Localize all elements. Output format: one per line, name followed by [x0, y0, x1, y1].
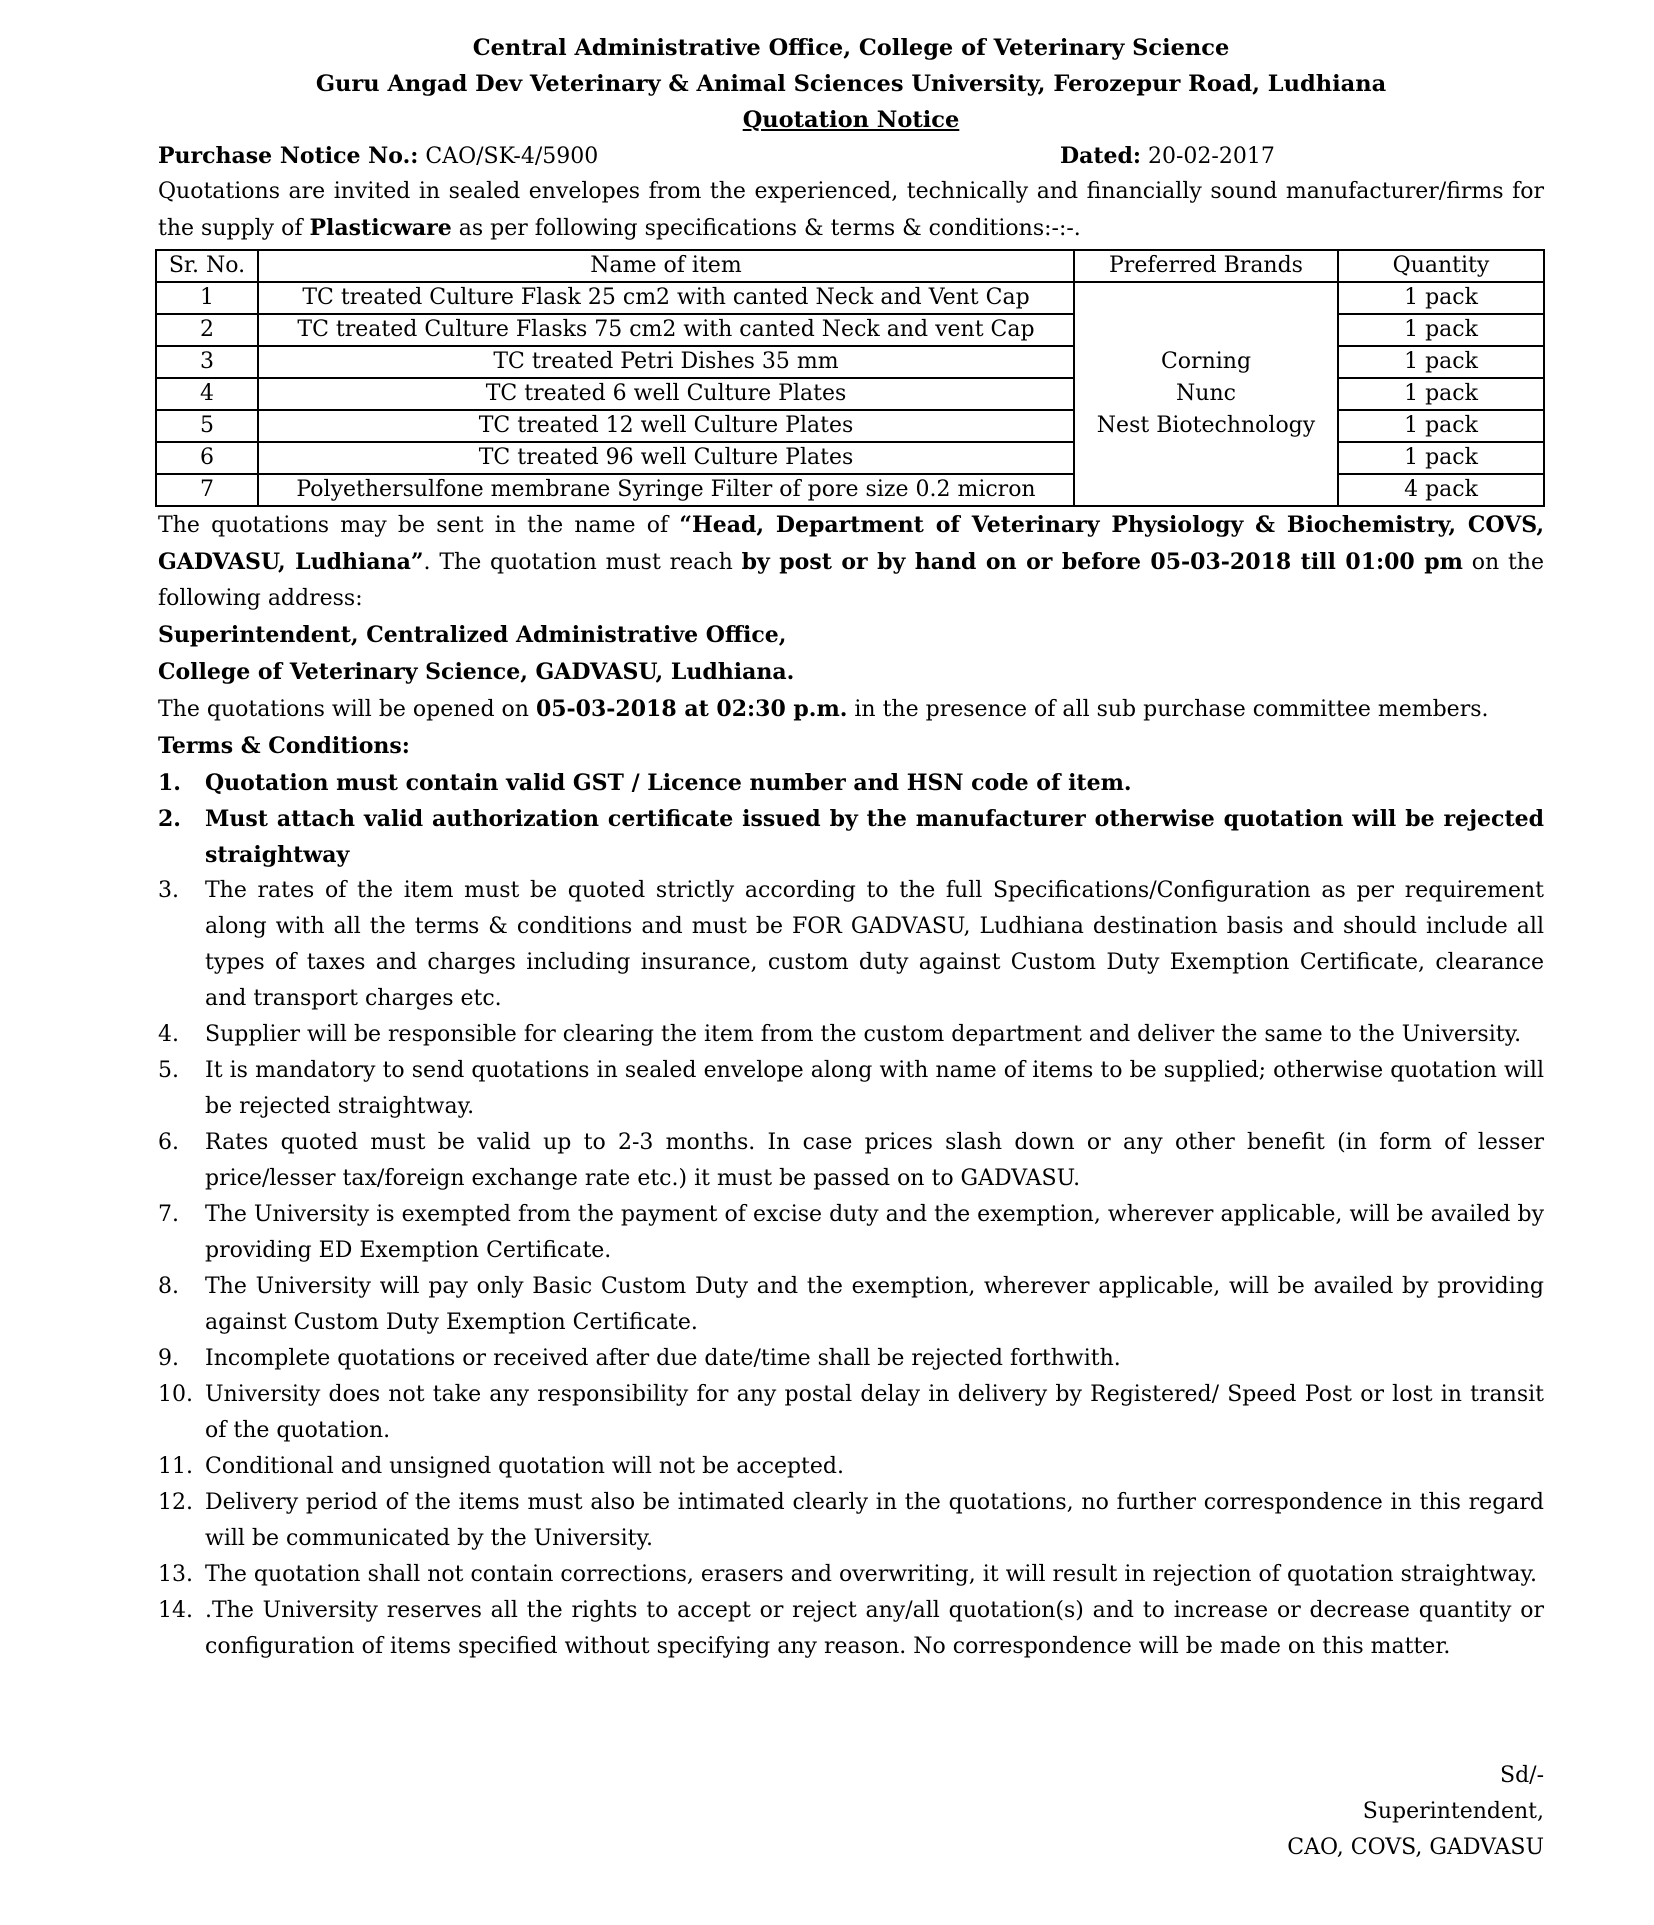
opening-paragraph	[158, 691, 1544, 728]
opening-text-before: The quotations will be opened on	[158, 697, 536, 722]
terms-heading-text: Terms & Conditions:	[158, 733, 410, 759]
signature-sd: Sd/-	[1500, 1763, 1544, 1788]
opening-text-after: in the presence of all sub purchase committee members.	[847, 697, 1489, 722]
brand-item: Nunc	[1176, 381, 1236, 406]
document-title-text: Quotation Notice	[742, 107, 960, 133]
address-line-2-text: College of Veterinary Science, GADVASU, Ludhiana.	[158, 659, 795, 685]
header-quantity: Quantity	[1338, 250, 1544, 282]
cell-item-name: TC treated 96 well Culture Plates	[258, 442, 1074, 474]
term-text: Incomplete quotations or received after due date/time shall be rejected forthwith.	[205, 1346, 1121, 1371]
address-line-1	[158, 617, 1544, 654]
cell-quantity: 1 pack	[1338, 314, 1544, 346]
notice-row	[158, 138, 1544, 174]
term-number: 7.	[158, 1202, 179, 1227]
cell-quantity: 1 pack	[1338, 442, 1544, 474]
term-number: 4.	[158, 1022, 179, 1047]
cell-sr: 3	[156, 346, 258, 378]
cell-quantity: 1 pack	[1338, 378, 1544, 410]
cell-item-name: TC treated Petri Dishes 35 mm	[258, 346, 1074, 378]
term-item	[158, 1125, 1544, 1197]
term-item	[158, 1197, 1544, 1269]
cell-sr: 5	[156, 410, 258, 442]
opening-date: 05-03-2018 at 02:30 p.m.	[535, 696, 848, 722]
term-item	[158, 1485, 1544, 1557]
cell-quantity: 1 pack	[1338, 282, 1544, 314]
term-text: The rates of the item must be quoted strictly according to the full Specifications/Configuration as per requirement along with all the terms & conditions and must be FOR GADVASU, Ludhiana destination basis and should include all types of taxes and charges including insurance, custom duty against Custom Duty Exemption Certificate, clearance and transport charges etc.	[205, 878, 1544, 1011]
notice-number-value: CAO/SK-4/5900	[418, 144, 599, 169]
signature-block	[1287, 1758, 1544, 1866]
term-item	[158, 1341, 1544, 1377]
signature-designation: Superintendent,	[1362, 1799, 1544, 1824]
term-item	[158, 1557, 1544, 1593]
notice-number	[158, 144, 598, 169]
term-item	[158, 801, 1544, 873]
term-text: The University will pay only Basic Custom Duty and the exemption, wherever applicable, will be availed by providing against Custom Duty Exemption Certificate.	[205, 1274, 1544, 1335]
cell-quantity: 4 pack	[1338, 474, 1544, 506]
submission-text-2: . The quotation must reach	[423, 550, 742, 575]
term-number: 1.	[158, 770, 181, 796]
cell-item-name: Polyethersulfone membrane Syringe Filter of pore size 0.2 micron	[258, 474, 1074, 506]
term-item	[158, 765, 1544, 801]
cell-item-name: TC treated Culture Flasks 75 cm2 with canted Neck and vent Cap	[258, 314, 1074, 346]
header-sr-no: Sr. No.	[156, 250, 258, 282]
submission-text-3: on the following address:	[158, 550, 1544, 611]
header-item-name: Name of item	[258, 250, 1074, 282]
term-number: 2.	[158, 806, 181, 832]
term-text: .The University reserves all the rights to accept or reject any/all quotation(s) and to increase or decrease quantity or configuration of items specified without specifying any reason. No correspondence will be made on this matter.	[205, 1598, 1544, 1659]
cell-sr: 6	[156, 442, 258, 474]
term-text: It is mandatory to send quotations in sealed envelope along with name of items to be supplied; otherwise quotation will be rejected straightway.	[205, 1058, 1544, 1119]
term-text: University does not take any responsibility for any postal delay in delivery by Registered/ Speed Post or lost in transit of the quotation.	[205, 1382, 1544, 1443]
term-number: 9.	[158, 1346, 179, 1371]
document-title	[128, 102, 1574, 138]
term-text: Quotation must contain valid GST / Licence number and HSN code of item.	[205, 770, 1132, 796]
notice-date-label: Dated:	[1060, 143, 1141, 169]
submission-addressee: “Head, Department of Veterinary Physiology & Biochemistry, COVS, GADVASU, Ludhiana”	[158, 512, 1544, 575]
term-item	[158, 1269, 1544, 1341]
term-number: 11.	[158, 1454, 193, 1479]
address-line-2	[158, 654, 1544, 691]
term-item	[158, 1449, 1544, 1485]
term-number: 13.	[158, 1562, 193, 1587]
header-line-2: Guru Angad Dev Veterinary & Animal Sciences University, Ferozepur Road, Ludhiana	[315, 71, 1387, 97]
signature-office: CAO, COVS, GADVASU	[1287, 1835, 1544, 1860]
address-line-1-text: Superintendent, Centralized Administrative Office,	[158, 622, 787, 648]
term-number: 5.	[158, 1058, 179, 1083]
cell-sr: 7	[156, 474, 258, 506]
cell-item-name: TC treated 6 well Culture Plates	[258, 378, 1074, 410]
brand-item: Nest Biotechnology	[1096, 413, 1316, 438]
term-item	[158, 1053, 1544, 1125]
term-number: 14.	[158, 1598, 193, 1623]
term-number: 10.	[158, 1382, 193, 1407]
term-item	[158, 1017, 1544, 1053]
cell-preferred-brands	[1074, 282, 1338, 506]
notice-date-value: 20-02-2017	[1141, 144, 1275, 169]
table-header-row	[156, 250, 1544, 282]
notice-date	[1060, 138, 1275, 175]
cell-quantity: 1 pack	[1338, 346, 1544, 378]
cell-sr: 4	[156, 378, 258, 410]
brand-item: Corning	[1160, 349, 1252, 374]
term-text: Must attach valid authorization certificate issued by the manufacturer otherwise quotation will be rejected straightway	[205, 806, 1544, 868]
term-text: The University is exempted from the payment of excise duty and the exemption, wherever applicable, will be availed by providing ED Exemption Certificate.	[205, 1202, 1544, 1263]
items-table	[155, 249, 1545, 507]
notice-number-label: Purchase Notice No.:	[158, 143, 419, 169]
cell-sr: 2	[156, 314, 258, 346]
cell-item-name: TC treated 12 well Culture Plates	[258, 410, 1074, 442]
term-text: The quotation shall not contain corrections, erasers and overwriting, it will result in rejection of quotation straightway.	[205, 1562, 1538, 1587]
header-brands: Preferred Brands	[1074, 250, 1338, 282]
submission-text-1: The quotations may be sent in the name of	[158, 513, 680, 538]
cell-sr: 1	[156, 282, 258, 314]
term-text: Delivery period of the items must also be intimated clearly in the quotations, no further correspondence in this regard will be communicated by the University.	[205, 1490, 1544, 1551]
term-item	[158, 1593, 1544, 1665]
table-row	[156, 282, 1544, 314]
submission-deadline: by post or by hand on or before 05-03-2018 till 01:00 pm	[741, 549, 1463, 575]
terms-heading	[158, 728, 1544, 765]
cell-quantity: 1 pack	[1338, 410, 1544, 442]
term-number: 12.	[158, 1490, 193, 1515]
terms-list	[158, 765, 1544, 1665]
term-number: 8.	[158, 1274, 179, 1299]
intro-paragraph	[158, 174, 1544, 247]
term-text: Supplier will be responsible for clearing the item from the custom department and deliver the same to the University.	[205, 1022, 1522, 1047]
intro-text-after: as per following specifications & terms & conditions:-:-.	[451, 216, 1081, 241]
intro-text-before: Quotations are invited in sealed envelopes from the experienced, technically and financially sound manufacturer/firms for the supply of	[158, 179, 1544, 241]
term-number: 6.	[158, 1130, 179, 1155]
term-item	[158, 873, 1544, 1017]
term-text: Rates quoted must be valid up to 2-3 months. In case prices slash down or any other benefit (in form of lesser price/lesser tax/foreign exchange rate etc.) it must be passed on to GADVASU.	[205, 1130, 1544, 1191]
cell-item-name: TC treated Culture Flask 25 cm2 with canted Neck and Vent Cap	[258, 282, 1074, 314]
term-number: 3.	[158, 878, 179, 903]
submission-paragraph	[158, 507, 1544, 617]
header-line-1: Central Administrative Office, College of Veterinary Science	[472, 35, 1230, 61]
term-text: Conditional and unsigned quotation will not be accepted.	[205, 1454, 844, 1479]
term-item	[158, 1377, 1544, 1449]
intro-item: Plasticware	[309, 215, 452, 241]
